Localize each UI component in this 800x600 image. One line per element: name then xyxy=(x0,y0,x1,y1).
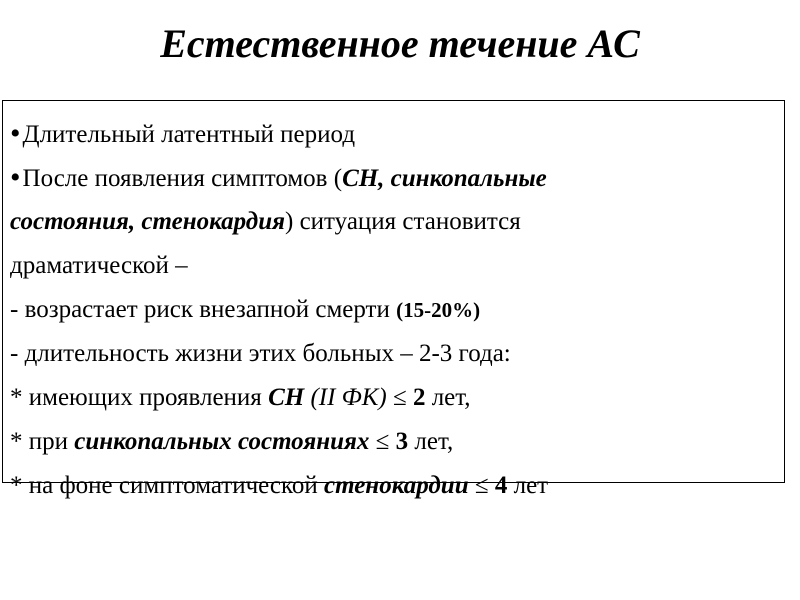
item-years: 4 xyxy=(494,472,508,499)
bullet-icon: • xyxy=(10,117,21,150)
risk-text: - возрастает риск внезапной смерти xyxy=(10,296,397,323)
bullet-text: После появления симптомов ( xyxy=(22,165,343,192)
symptoms-emphasis-continued: состояния, стенокардия xyxy=(10,208,285,235)
item-condition-class: (II ФК) xyxy=(304,384,387,411)
item-separator: ≤ xyxy=(468,472,495,499)
risk-line xyxy=(10,288,790,332)
item-years: 2 xyxy=(412,384,426,411)
duration-line: - длительность жизни этих больных – 2-3 года: xyxy=(10,340,511,367)
bullet-item xyxy=(10,156,790,200)
list-item xyxy=(10,464,790,508)
text-line: драматической – xyxy=(10,252,188,279)
text-line xyxy=(10,200,790,244)
bullet-item xyxy=(10,112,790,156)
item-prefix: * при xyxy=(10,428,75,455)
item-unit: лет, xyxy=(425,384,471,411)
item-condition: СН xyxy=(268,384,305,411)
list-item xyxy=(10,376,790,420)
text-fragment: ) ситуация становится xyxy=(285,208,521,235)
item-unit: лет, xyxy=(408,428,454,455)
symptoms-emphasis: СН, синкопальные xyxy=(342,165,547,192)
risk-value: (15-20%) xyxy=(396,298,481,322)
item-prefix: * на фоне симптоматической xyxy=(10,472,324,499)
item-prefix: * имеющих проявления xyxy=(10,384,269,411)
item-unit: лет xyxy=(507,472,549,499)
slide-title: Естественное течение АС xyxy=(160,21,640,66)
item-separator: ≤ xyxy=(386,384,413,411)
slide-body xyxy=(10,112,790,508)
item-condition: синкопальных состояниях xyxy=(74,428,370,455)
item-condition: стенокардии xyxy=(324,472,469,499)
bullet-text: Длительный латентный период xyxy=(22,121,356,148)
item-separator: ≤ xyxy=(369,428,396,455)
list-item xyxy=(10,420,790,464)
bullet-icon: • xyxy=(10,161,21,194)
item-years: 3 xyxy=(395,428,409,455)
